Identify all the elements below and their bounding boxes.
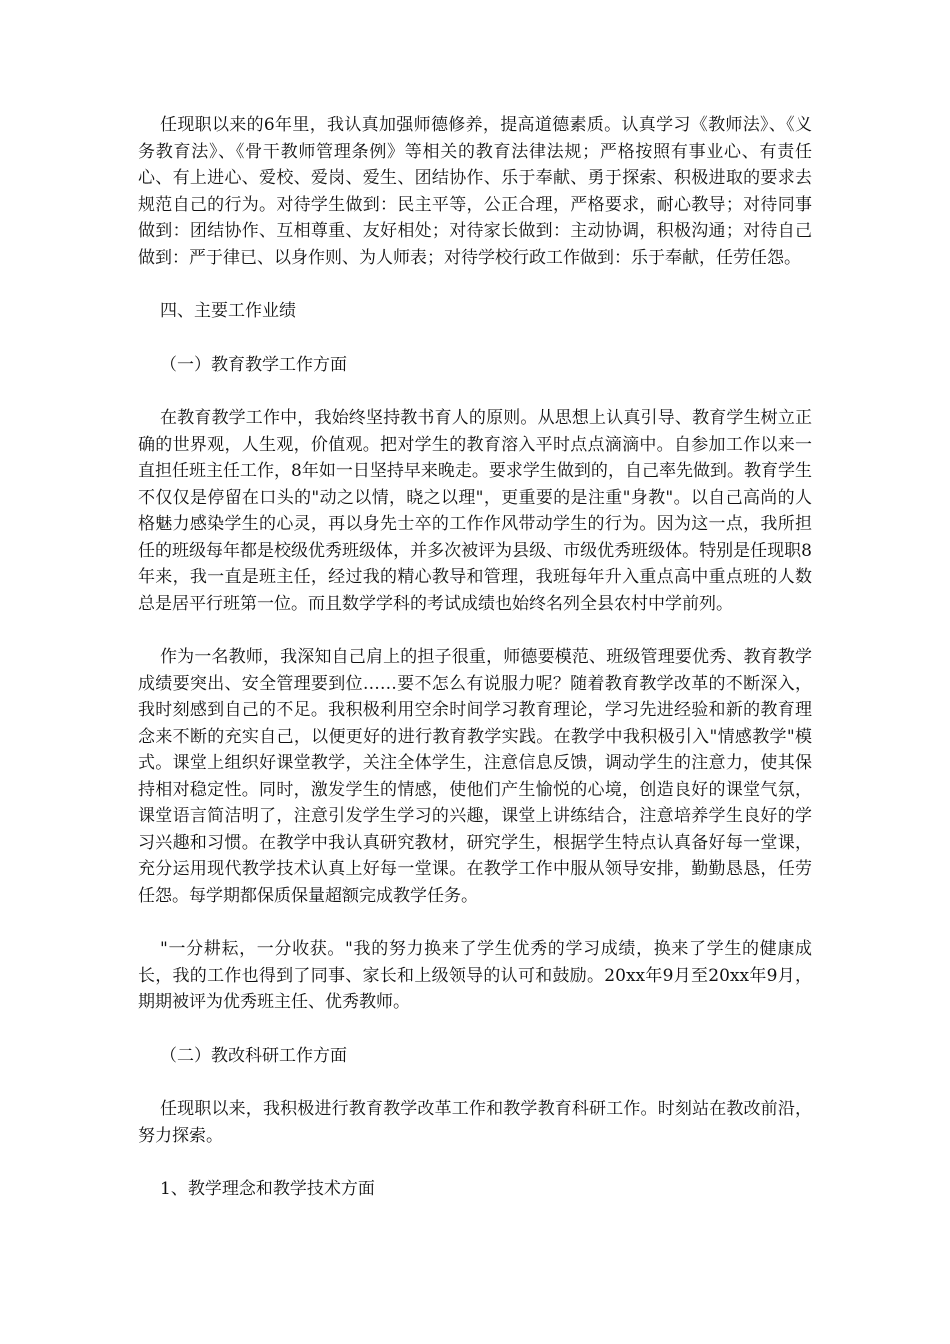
section-heading-achievements: 四、主要工作业绩 (160, 301, 296, 321)
subsection-heading-research: （二）教改科研工作方面 (160, 1045, 347, 1066)
subsection-heading-teaching: （一）教育教学工作方面 (160, 354, 347, 375)
paragraph-results: "一分耕耘，一分收获。"我的努力换来了学生优秀的学习成绩，换来了学生的健康成长，我的工作也得到了同事、家长和上级领导的认可和鼓励。20xx年9月至20xx年9月，期期被评为优秀班主任、优秀教师。 (138, 939, 812, 1012)
paragraph-research: 任现职以来，我积极进行教育教学改革工作和教学教育科研工作。时刻站在教改前沿，努力探索。 (138, 1099, 812, 1146)
paragraph-teaching-principle: 在教育教学工作中，我始终坚持教书育人的原则。从思想上认真引导、教育学生树立正确的世界观，人生观，价值观。把对学生的教育溶入平时点点滴滴中。自参加工作以来一直担任班主任工作，8年如一日坚持早来晚走。要求学生做到的，自己率先做到。教育学生不仅仅是停留在口头的"动之以情，晓之以理"，更重要的是注重"身教"。以自己高尚的人格魅力感染学生的心灵，再以身先士卒的工作作风带动学生的行为。因为这一点，我所担任的班级每年都是校级优秀班级体，并多次被评为县级、市级优秀班级体。特别是任现职8年来，我一直是班主任，经过我的精心教导和管理，我班每年升入重点高中重点班的人数总是居平行班第一位。而且数学学科的考试成绩也始终名列全县农村中学前列。 (138, 408, 812, 614)
paragraph-teacher-responsibility: 作为一名教师，我深知自己肩上的担子很重，师德要模范、班级管理要优秀、教育教学成绩要突出、安全管理要到位……要不怎么有说服力呢？随着教育教学改革的不断深入，我时刻感到自己的不足。我积极利用空余时间学习教育理论，学习先进经验和新的教育理念来不断的充实自己，以便更好的进行教育教学实践。在教学中我积极引入"情感教学"模式。课堂上组织好课堂教学，关注全体学生，注意信息反馈，调动学生的注意力，使其保持相对稳定性。同时，激发学生的情感，使他们产生愉悦的心境，创造良好的课堂气氛，课堂语言简洁明了，注意引发学生学习的兴趣，课堂上讲练结合，注意培养学生良好的学习兴趣和习惯。在教学中我认真研究教材，研究学生，根据学生特点认真备好每一堂课，充分运用现代教学技术认真上好每一堂课。在教学工作中服从领导安排，勤勤恳恳，任劳任怨。每学期都保质保量超额完成教学任务。 (138, 647, 812, 906)
paragraph-ethics: 任现职以来的6年里，我认真加强师德修养，提高道德素质。认真学习《教师法》、《义务教育法》、《骨干教师管理条例》等相关的教育法律法规；严格按照有事业心、有责任心、有上进心、爱校、爱岗、爱生、团结协作、乐于奉献、勇于探索、积极进取的要求去规范自己的行为。对待学生做到：民主平等，公正合理，严格要求，耐心教导；对待同事做到：团结协作、互相尊重、友好相处；对待家长做到：主动协调，积极沟通；对待自己做到：严于律已、以身作则、为人师表；对待学校行政工作做到：乐于奉献，任劳任怨。 (138, 115, 812, 268)
document-body (138, 112, 812, 1230)
item-heading-teaching-concepts: 1、教学理念和教学技术方面 (160, 1179, 375, 1199)
